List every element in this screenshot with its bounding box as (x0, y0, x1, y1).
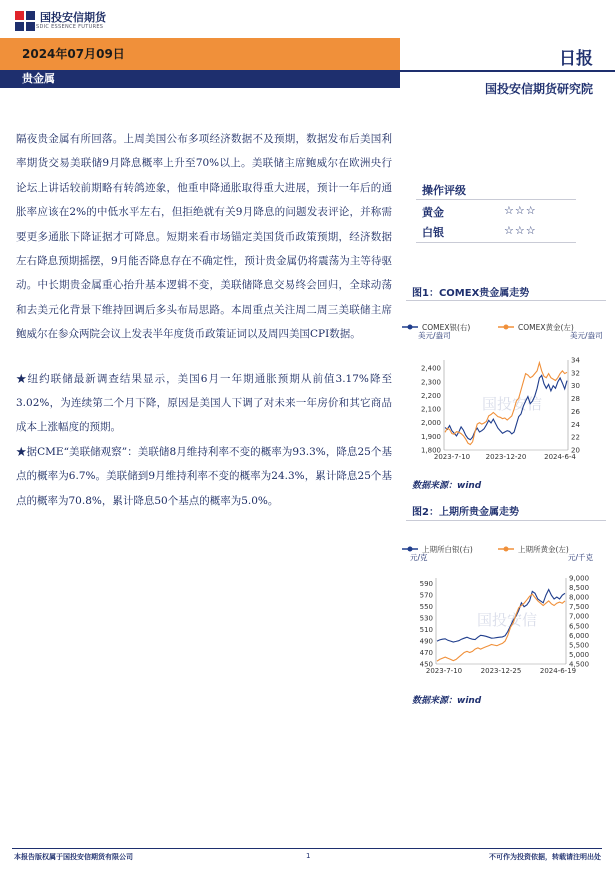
legend-label: 上期所白银(右) (422, 545, 473, 554)
right-tick-label: 6,500 (569, 622, 590, 631)
bullet-ny-fed: ★纽约联储最新调查结果显示，美国6月一年期通胀预期从前值3.17%降至3.02%，为连续第二个月下降，原因是美国人下调了对未来一年房价和其它商品成本上涨幅度的预期。 (16, 372, 392, 434)
left-axis-unit: 美元/盎司 (418, 331, 451, 340)
x-tick-label: 2023-12-20 (485, 453, 527, 461)
right-axis-unit: 元/千克 (568, 553, 594, 562)
figure-1-title: 图1：COMEX贵金属走势 (412, 288, 530, 299)
x-tick-label: 2023-7-10 (433, 453, 471, 461)
bullet-cme-fedwatch: ★据CME“美联储观察”：美联储8月维持利率不变的概率为93.3%，降息25个基点的概率为6.7%。美联储到9月维持利率不变的概率为24.3%，累计降息25个基点的概率为70.8%，累计降息50个基点的概率为5.0%。 (16, 445, 392, 507)
left-tick-label: 2,000 (420, 419, 441, 428)
brand-subtitle: SDIC ESSENCE FUTURES (36, 24, 104, 30)
right-tick-label: 24 (571, 420, 580, 429)
rating-stars: ☆☆☆ (504, 204, 537, 217)
figure-1-divider (406, 300, 606, 301)
left-tick-label: 2,400 (420, 364, 441, 373)
header-divider (400, 70, 615, 72)
rating-divider (416, 199, 576, 200)
right-tick-label: 26 (571, 407, 580, 416)
rating-name: 白银 (422, 226, 444, 239)
right-tick-label: 7,500 (569, 603, 590, 612)
footer-copyright: 本报告版权属于国投安信期货有限公司 (14, 853, 133, 861)
x-tick-label: 2023-7-10 (425, 667, 463, 675)
left-tick-label: 1,900 (420, 432, 441, 441)
left-tick-label: 470 (419, 649, 433, 658)
rating-divider (416, 242, 576, 243)
right-tick-label: 28 (571, 395, 580, 404)
rating-name: 黄金 (422, 206, 444, 219)
left-tick-label: 1,800 (420, 446, 441, 455)
right-tick-label: 30 (571, 382, 580, 391)
chart-watermark: 国投安信 (481, 395, 543, 413)
report-date: 2024年07月09日 (0, 38, 400, 70)
right-tick-label: 8,500 (569, 584, 590, 593)
report-type: 日报 (559, 49, 593, 69)
x-tick-label: 2023-12-25 (480, 667, 522, 675)
rating-title: 操作评级 (422, 184, 466, 197)
rating-row-gold (422, 204, 572, 220)
main-commentary (16, 127, 392, 513)
legend-marker (504, 547, 509, 552)
legend-marker (504, 325, 509, 330)
figure-2-title: 图2：上期所贵金属走势 (412, 507, 519, 518)
rating-stars: ☆☆☆ (504, 224, 537, 237)
right-tick-label: 22 (571, 433, 580, 442)
left-tick-label: 570 (419, 591, 433, 600)
right-tick-label: 5,500 (569, 641, 590, 650)
legend-label: 上期所黄金(左) (518, 545, 569, 554)
figure-1-source: 数据来源：wind (412, 481, 482, 491)
legend-marker (408, 325, 413, 330)
figure-2-chart (398, 540, 608, 686)
left-axis-unit: 元/克 (410, 553, 428, 562)
rating-row-silver (422, 224, 572, 240)
figure-1-chart (398, 318, 608, 470)
report-section: 贵金属 (0, 70, 400, 88)
right-tick-label: 34 (571, 356, 580, 365)
left-tick-label: 2,300 (420, 378, 441, 387)
legend-label: COMEX银(右) (422, 323, 471, 332)
legend-marker (408, 547, 413, 552)
x-tick-label: 2024-6-19 (539, 667, 577, 675)
page-number: 1 (306, 852, 311, 860)
legend-label: COMEX黄金(左) (518, 323, 574, 332)
brand-name: 国投安信期货 (40, 11, 106, 24)
left-tick-label: 2,100 (420, 405, 441, 414)
left-tick-label: 490 (419, 637, 433, 646)
right-tick-label: 7,000 (569, 612, 590, 621)
brand-emblem-icon (14, 10, 36, 32)
brand-logo (14, 10, 106, 32)
right-tick-label: 4,500 (569, 660, 590, 669)
commentary-paragraph: 隔夜贵金属有所回落。上周美国公布多项经济数据不及预期，数据发布后美国利率期货交易美联储9月降息概率上升至70%以上。美联储主席鲍威尔在欧洲央行论坛上讲话较前期略有转鸽迹象，他重申降通胀取得重大进展，预计一年后的通胀率应该在2%的中低水平左右，但拒绝就有关9月降息的问题发表评论，并称需要更多通胀下降证据才可降息。短期来看市场锚定美国货币政策预期，经济数据左右降息预期摇摆，9月能否降息存在不确定性，预计贵金属仍将震荡为主等待驱动。中长期贵金属重心抬升基本逻辑不变，美联储降息交易终会回归，全球动荡和去美元化背景下维持回调后多头布局思路。本周重点关注周二周三美联储主席鲍威尔在参众两院会议上发表半年度货币政策证词以及周四美国CPI数据。 (16, 133, 392, 341)
right-tick-label: 6,000 (569, 631, 590, 640)
footer-disclaimer: 不可作为投资依据，转载请注明出处 (489, 853, 601, 861)
left-tick-label: 550 (419, 603, 433, 612)
header-band (0, 38, 400, 88)
right-axis-unit: 美元/盎司 (570, 331, 603, 340)
right-tick-label: 5,000 (569, 650, 590, 659)
right-tick-label: 32 (571, 369, 580, 378)
x-tick-label: 2024-6-4 (544, 453, 576, 461)
organization-name: 国投安信期货研究院 (484, 82, 593, 96)
chart-watermark: 国投安信 (476, 611, 538, 629)
right-tick-label: 8,000 (569, 593, 590, 602)
right-tick-label: 9,000 (569, 574, 590, 583)
left-tick-label: 530 (419, 614, 433, 623)
left-tick-label: 590 (419, 580, 433, 589)
left-tick-label: 450 (419, 660, 433, 669)
figure-2-source: 数据来源：wind (412, 696, 482, 706)
right-tick-label: 20 (571, 446, 580, 455)
left-tick-label: 510 (419, 626, 433, 635)
footer-divider (12, 848, 602, 849)
figure-2-divider (406, 520, 606, 521)
left-tick-label: 2,200 (420, 391, 441, 400)
